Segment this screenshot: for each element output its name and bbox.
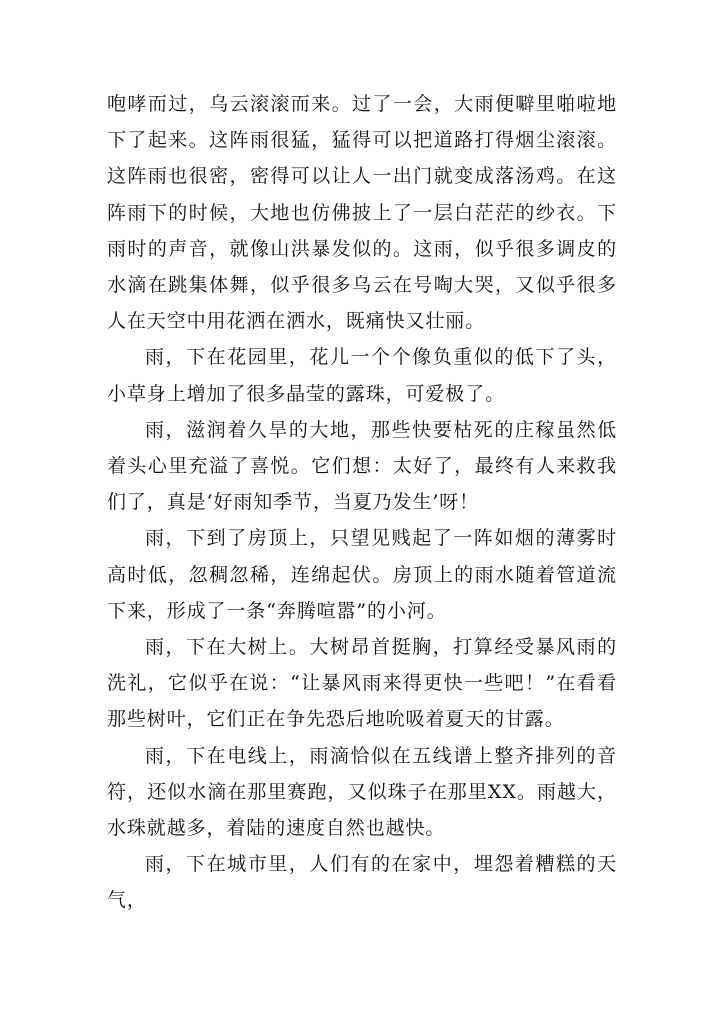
paragraph-7: 雨，下在城市里，人们有的在家中，埋怨着糟糕的天气， [107,853,617,912]
paragraph-3: 雨，滋润着久旱的大地，那些快要枯死的庄稼虽然低着头心里充溢了喜悦。它们想：太好了，最终有人来救我们了，真是‘好雨知季节，当夏乃发生’呀！ [107,418,617,514]
paragraph-5: 雨，下在大树上。大树昂首挺胸，打算经受暴风雨的洗礼，它似乎在说：“让暴风雨来得更快一些吧！”在看看那些树叶，它们正在争先恐后地吮吸着夏天的甘露。 [107,636,617,731]
paragraph-4: 雨，下到了房顶上，只望见贱起了一阵如烟的薄雾时高时低，忽稠忽稀，连绵起伏。房顶上的雨水随着管道流下来，形成了一条“奔腾喧嚣”的小河。 [107,527,617,622]
paragraph-2: 雨，下在花园里，花儿一个个像负重似的低下了头，小草身上增加了很多晶莹的露珠，可爱极了。 [107,346,617,405]
document-page [107,86,617,919]
paragraph-1: 咆哮而过，乌云滚滚而来。过了一会，大雨便噼里啪啦地下了起来。这阵雨很猛，猛得可以把道路打得烟尘滚滚。这阵雨也很密，密得可以让人一出门就变成落汤鸡。在这阵雨下的时候，大地也仿佛披上了一层白茫茫的纱衣。下雨时的声音，就像山洪暴发似的。这雨，似乎很多调皮的水滴在跳集体舞，似乎很多乌云在号啕大哭，又似乎很多人在天空中用花洒在洒水，既痛快又壮丽。 [107,93,617,333]
paragraph-6: 雨，下在电线上，雨滴恰似在五线谱上整齐排列的音符，还似水滴在那里赛跑，又似珠子在那里XX。雨越大，水珠就越多，着陆的速度自然也越快。 [107,744,617,840]
